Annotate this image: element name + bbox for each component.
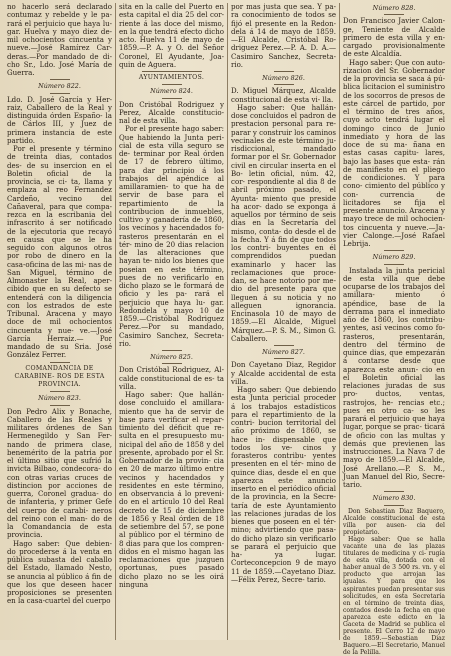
notice-number: Número 822.	[7, 82, 112, 90]
notice-text: Instalada la junta pericial de esta villa que debe ocuparse de los trabajos del amillara- miento ó apéndice, base de la derrama para el inmediato año de 1860, los contribu- yentes, así vecinos como fo- rasteros, presentarán, dentro del término de quince dias, que empezarán á contarse desde que aparezca este anun- cio en el Boletin oficial las relaciones juradas de sus pro- ductos, ventas, rastrojos, he- rencias etc.; pues en otro ca- so les parará el perjuicio que haya lugar, porque se prac- ticará de oficio con las multas y demás que previenen las instrucciones. La Nava 7 de mayo de 1859.—El Alcalde, José Arellano.—P. S. M., Juan Manuel del Rio, Secre- tario.	[343, 267, 445, 490]
small-print-notice	[343, 508, 445, 656]
column-2	[116, 3, 228, 640]
notice-heading: Don Cayetano Diaz, Regidor y Alcalde accidental de esta villa.	[231, 361, 336, 386]
divider	[162, 84, 182, 85]
notice-text: Hago saber: Que hallán- dose concluidos el padron de prestacion personal para re- parar y construir los caminos vecinales de este término ju- risdiccional, mandado formar por el Sr. Gobernador civil en circular inserta en el Bo- letin oficial, núm. 42, cor- respondiente al dia 8 de abril próximo pasado, el Ayunta- miento que preside ha acor- dado se exponga á aquellos por término de seis dias en la Secretaría del mismo, conta- do desde el de la fecha. Y á fin de que todos los contri- buyentes en él comprendidos puedan examinarlo y hacer las reclamaciones que proce- dan, se hace notorio por me- dio del presente para que lleguen á su noticia y no alleguen ignorancia. Encinasola 10 de mayo de 1859.—El Alcalde, Miguel Márquez.—P. S. M., Simon G. Caballero.	[231, 104, 336, 343]
column-4	[340, 3, 448, 640]
notice-text: por mas justa que sea. Y pa- ra conocimiento de todos se fijó el presente en la Redon- dela á 14 de mayo de 1859. —El Alcalde, Cristóbal Ro- driguez Perez.—P. A. D. A.— Casimiro Sanchez, Secreta- rio.	[231, 3, 336, 69]
divider	[274, 84, 294, 85]
notice-number: Número 829.	[343, 253, 445, 261]
notice-text: sita en la calle del Puerto en esta capital el dia 25 del cor- riente á las doce del mismo, en la que tendrá efecto dicho acto. Huelva 11 de mayo de 1859.—P. A. y O. del Señor Coronel, El Ayudante, Joa- quin de Aguera.	[119, 3, 224, 69]
notice-number: Número 824.	[119, 87, 224, 95]
notice-number: Número 826.	[231, 74, 336, 82]
divider	[50, 93, 70, 94]
section-heading: COMANDANCIA DE CARABINE- ROS DE ESTA PROVINCIA.	[7, 365, 112, 390]
divider	[162, 363, 182, 364]
notice-text: Hago saber: Que debiendo esta Junta pericial proceder á los trabajos estadísticos para el repartimiento de la contri- bucion territorial del año próximo de 1860, se hace in- dispensable que todos los ve- cinos y forasteros contribu- yentes presenten en el tér- mino de quince dias, desde el en que aparezca este anuncio inserto en el periódico oficial de la provincia, en la Secre- taría de este Ayuntamiento las relaciones juradas de los bienes que poseen en el tér- mino; advirtiendo que pasa- do dicho plazo sin verificarlo se parará el perjuicio que ha- ya lugar. Corteconcepcion 9 de mayo 11 de 1859.—Cayetano Diaz.—Félix Perez, Secre- tario.	[231, 386, 336, 584]
divider	[384, 505, 404, 506]
divider	[384, 491, 404, 492]
divider	[274, 358, 294, 359]
notice-heading: D. Miguel Márquez, Alcalde constitucional de esta vi- lla.	[231, 87, 336, 104]
notice-heading: Ldo. D. José García y Her- raiz, Caballero de la Real y distinguida órden Españo- la de Cárlos III, y Juez de primera instancia de este partido.	[7, 96, 112, 146]
divider	[274, 345, 294, 346]
divider	[274, 71, 294, 72]
notice-number: Número 828.	[343, 4, 445, 12]
divider	[142, 71, 202, 72]
column-3	[228, 3, 340, 640]
divider	[50, 79, 70, 80]
notice-number: Número 823.	[7, 394, 112, 402]
notice-number: Número 827.	[231, 348, 336, 356]
notice-heading: Don Cristóbal Rodriguez, Al- calde constitucional de es- ta villa.	[119, 366, 224, 391]
notice-heading: Don Pedro Alix y Bonache, Caballero de las Reales y militares órdenes de San Hermenegildo y San Fer- nando de primera clase, benemérito de la patria por el último sitio que sufrió la invicta Bilbao, condecora- do con otras varias cruces de distincion por acciones de guerra, Coronel gradua- do de infanteria, y primer Gefe del cuerpo de carabi- neros del reino con el man- do de la Comandancia de esta provincia.	[7, 408, 112, 540]
notice-text: Hago saber: Que debien- do procederse á la venta en pública subasta del caballo del Estado, llamado Nesto, se anuncia al público á fin de que los que deseen hacer proposiciones se presenten en la casa-cuartel del cuerpo	[7, 540, 112, 606]
notice-text: Hago saber: Que con auto- rizacion del Sr. Gobernador de la provincia se saca á pú- blica licitacion el suministro de los socorros de presos de este cárcel de partido, por el término de tres años, cuyo acto tendrá lugar el domingo cinco de Junio inmediato y hora de las doce de su ma- ñana en estas casas capitu- lares, bajo las bases que esta- rán de manifiesto en el pliego de condiciones. Y para cono- cimiento del público y con- currencia de licitadores se fija el presente anuncio. Aracena y mayo trece de mil ochocien- tos cincuenta y nueve.—Ja- vier Calonge.—José Rafael Lebrija.	[343, 59, 445, 249]
divider	[162, 98, 182, 99]
notice-text: Hago saber: Que hallán- dose concluido el amillara- miento que ha de servir de base para verificar el repar- timiento del déficit que re- sulta en el presupuesto mu- nicipal del año de 1858 y del presente, aprobado por el Sr. Gobernador de la provin- cia en 20 de marzo último entre vecinos y hacendados y residentes en este término, en observancia á lo preveni- do en el artículo 10 del Real decreto de 15 de diciembre de 1856 y Real órden de 18 de setiembre del 57, se pone al público por el término de 8 dias para que los compren- didos en el mismo hagan las reclamaciones que juzguen oportunas, pues pasado dicho plazo no se les oirá ninguna	[119, 391, 224, 589]
divider	[162, 350, 182, 351]
notice-text: no hacerlo será declarado contumaz y rebelde y le pa- rará el perjuicio que haya lu- gar. Huelva y mayo diez de- mil ochocientos cincuenta y nueve.—José Ramírez Car- deras.—Por mandado de di- cho Sr., Ldo. José María de Guerra.	[7, 3, 112, 77]
notice-heading: Don Sebastian Diaz Baquero, Alcalde constitucional de esta villa por ausen- cia del propietario.	[343, 508, 445, 536]
notice-text: Por el presente y término de treinta dias, contados des- de su insercion en el Boletin oficial de la provincia, se ci- ta, llama y emplaza al reo Fernandez Cardeño, vecino del Cañaveral, para que compa- rezca en la escribania del infrascrito á ser notificado de la ejecutoria que recayó en causa que se le ha seguido con algunos otros por robo de dinero en la casa-oficina de las mi- nas de San Miguel, término de Almonaster la Real, aper- cibido que en su defecto se entenderá con la diligencia con los estrados de este Tribunal. Aracena y mayo doce de mil ochocientos cincuenta y nue- ve.—José García Herraiz.— Por mandado de su Sria. José González Ferrer.	[7, 145, 112, 360]
section-heading: AYUNTAMIENTOS.	[119, 74, 224, 82]
divider	[50, 391, 70, 392]
column-1	[4, 3, 116, 640]
divider	[384, 250, 404, 251]
notice-heading: Don Cristóbal Rodriguez y Perez, Alcalde constitucio- nal de esta villa.	[119, 101, 224, 126]
notice-number: Número 830.	[343, 494, 445, 502]
divider	[50, 405, 70, 406]
divider	[50, 362, 70, 363]
notice-number: Número 825.	[119, 353, 224, 361]
notice-text: Por el presente hago saber: Que habiendo la Junta peri- cial de esta villa seguro se de- terminar por Real órden de 17 de febrero último, para dar principio á los trabajos del apéndice al amillaramien- to que ha de servir de base para el repartimiento de la contribucion de inmuebles, cultivo y ganadería de 1860, los vecinos y hacendados fo- rasteros presentarán en el tér- mino de 20 dias relacion de las alteraciones que hayan te- nido los bienes que poseian en este término, pues de no verificarlo en dicho plazo se le formará de oficio y les pa- rará el perjuicio que haya lu- gar. Redondela y mayo 10 de 1859.—Cristóbal Rodriguez Perez.—Por su mandado, Casimiro Sanchez, Secreta- rio.	[119, 125, 224, 348]
divider	[384, 264, 404, 265]
divider	[384, 14, 404, 15]
notice-heading: Don Francisco Javier Calon- ge, Teniente de Alcalde primero de esta villa y en- cargado provisionalmente de este Alcaldía.	[343, 17, 445, 58]
notice-text: Hago saber: Que se halla vacante una de las plazas titulares de medicina y ci- rugía de esta villa, dotada con el haber anual de 3 500 rs. vn. y el producto que arrojan las igualas. Y para que los aspirantes puedan presentar sus solicitudes, en esta Secretaría en el término de treinta dias, contados desde la fecha en que aparezca este edicto en la Gaceta de Madrid se publica el presente. El Cerro 12 de mayo de 1859.—Sebastian Diaz Baquero.—El Secretario, Manuel de la Pelilla.	[343, 536, 445, 656]
